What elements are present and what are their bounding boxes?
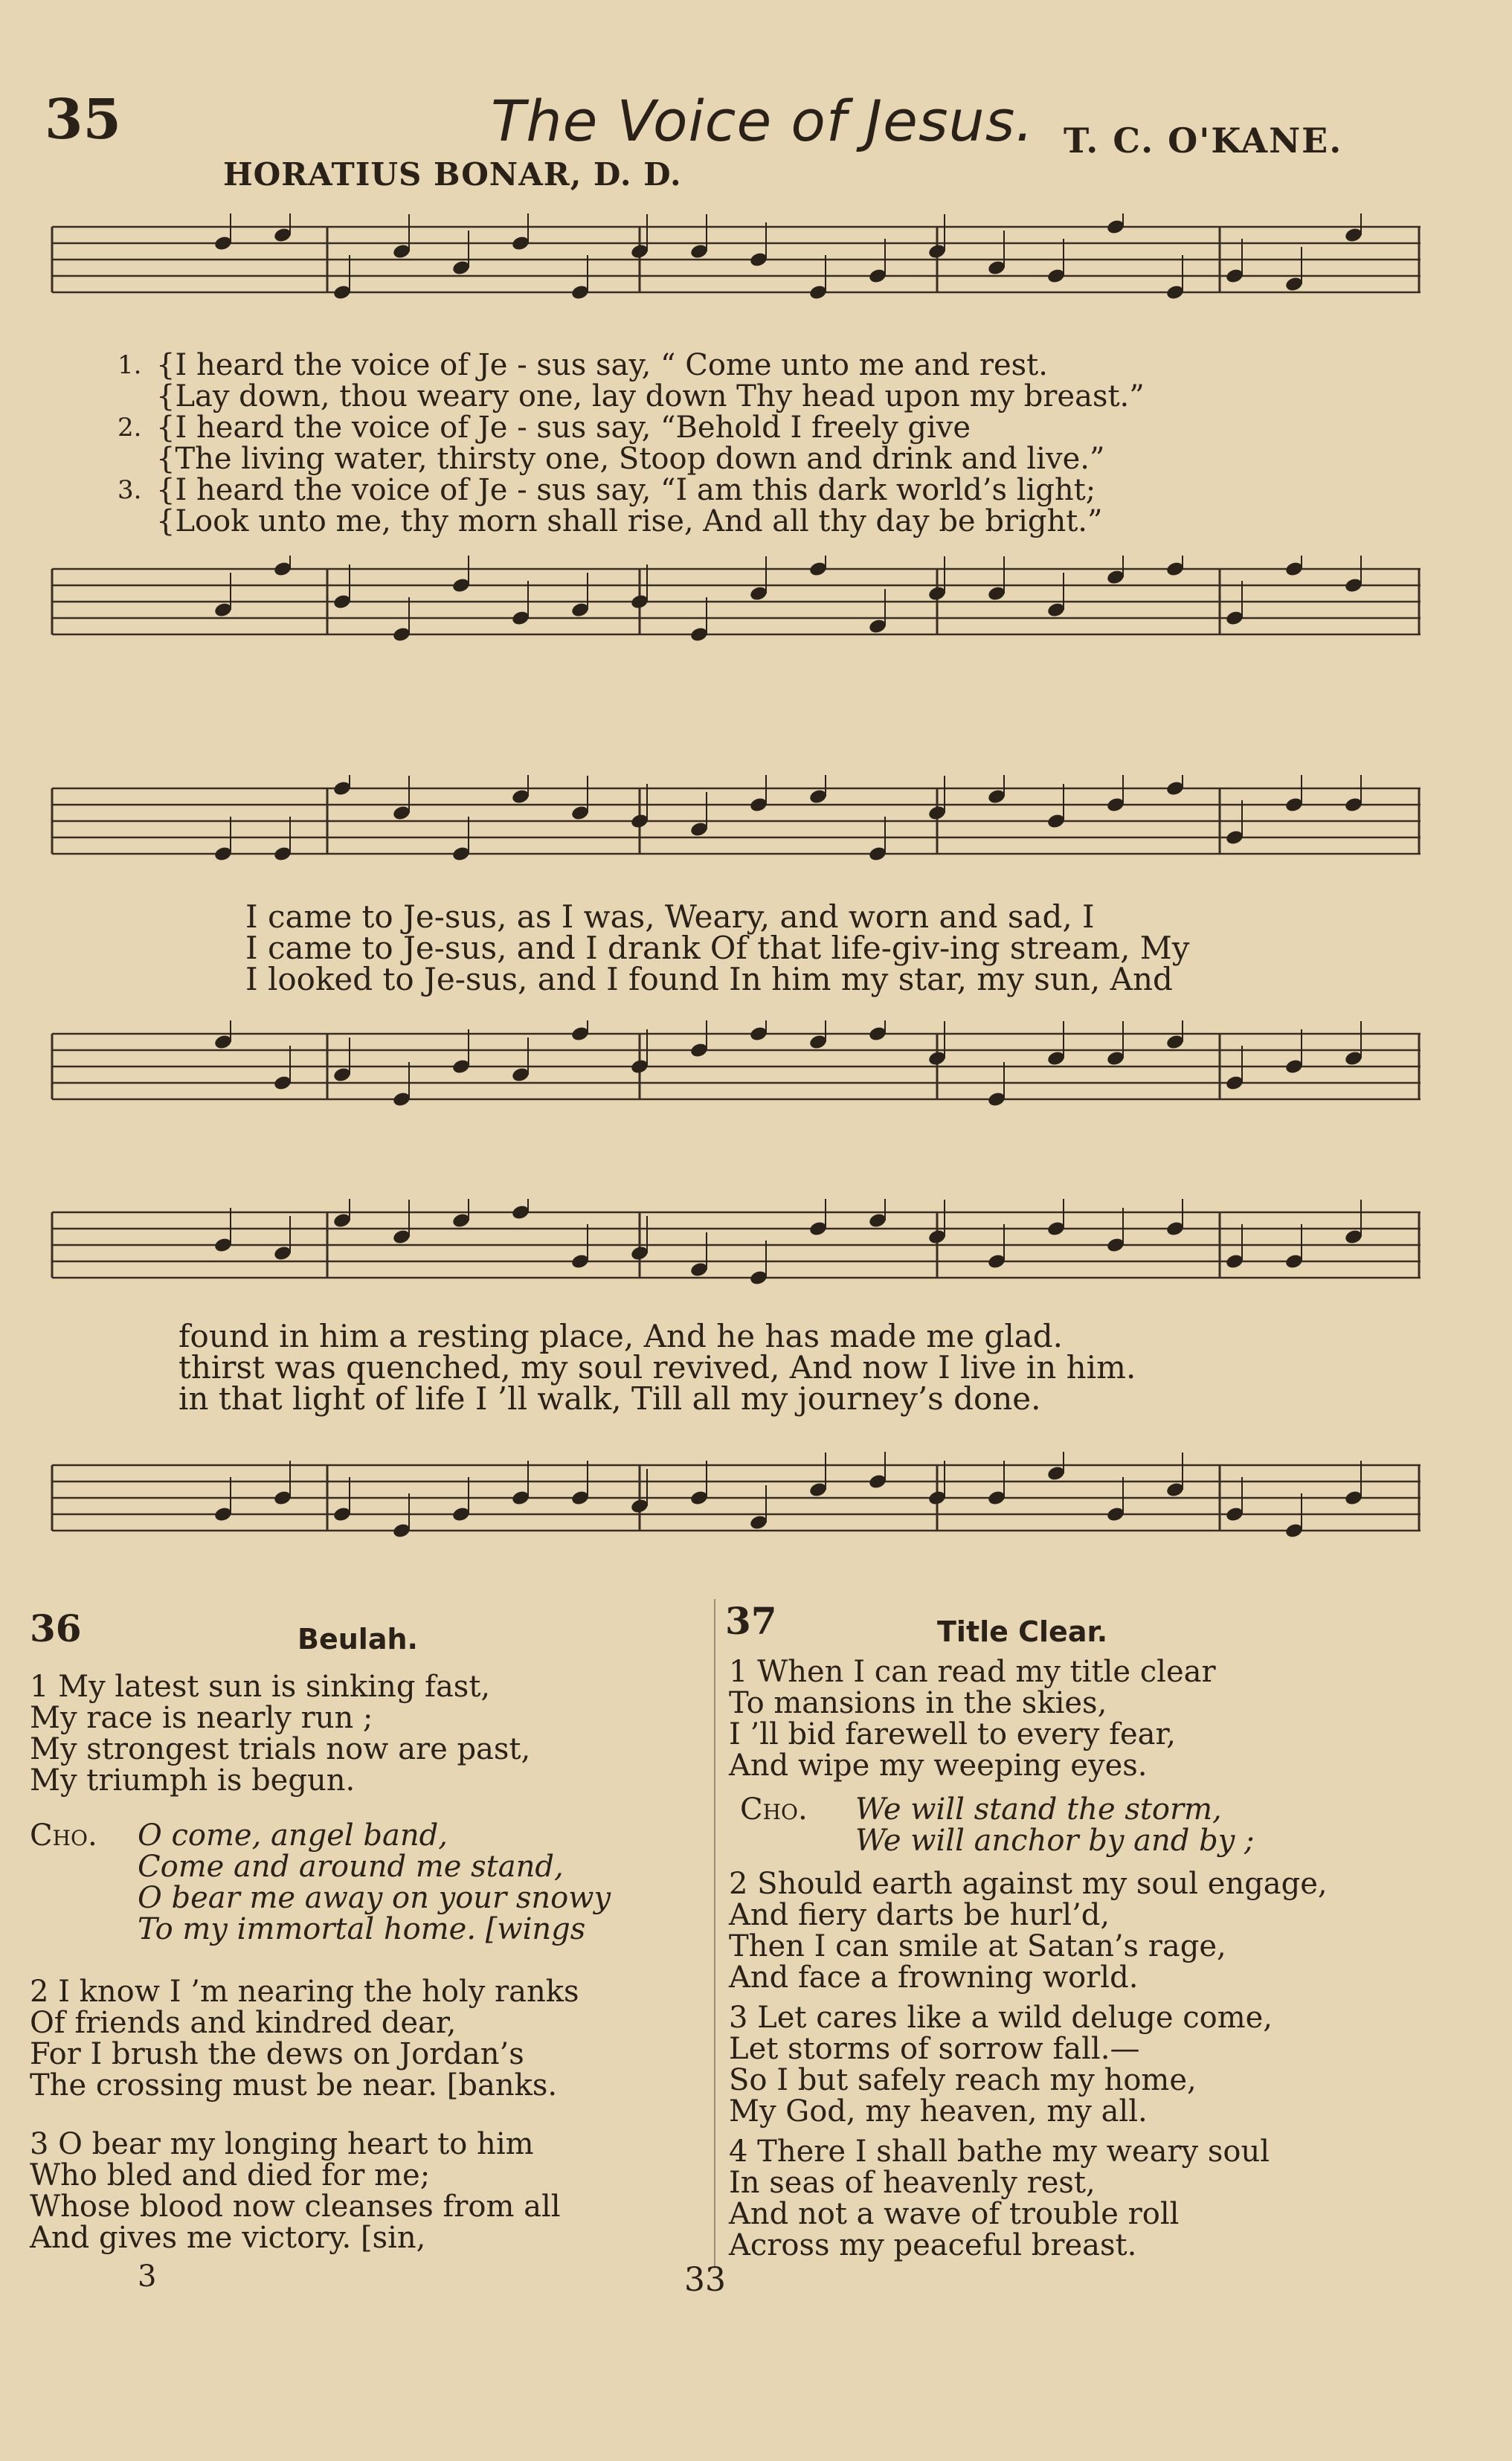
hymn-title: The Voice of Jesus. [491,88,1035,154]
h36-chorus-4: To my immortal home. [wings [138,1912,586,1946]
hymn-number: 35 [45,88,121,152]
staff-lines-treble-1 [45,212,1428,324]
lyric-middle-3: I looked to Je-sus, and I found In him my star, my sun, And [245,961,1173,997]
h36-s3-line-1: 3 O bear my longing heart to him [30,2127,534,2161]
h37-s4-line-4: Across my peaceful breast. [729,2228,1137,2262]
author: HORATIUS BONAR, D. D. [223,156,682,193]
bass-staff-1 [45,554,1428,666]
h36-s2-line-4: The crossing must be near. [banks. [30,2068,558,2103]
page-number: 33 [684,2261,726,2299]
h37-line-1: 1 When I can read my title clear [729,1655,1216,1689]
h37-s2-line-4: And face a frowning world. [729,1960,1139,1995]
h37-s4-line-2: In seas of heavenly rest, [729,2166,1096,2200]
hymn-37-title: Title Clear. [937,1615,1108,1648]
signature-mark: 3 [138,2259,157,2294]
h36-s3-line-2: Who bled and died for me; [30,2158,431,2193]
h36-line-1: 1 My latest sun is sinking fast, [30,1670,491,1704]
h37-s3-line-4: My God, my heaven, my all. [729,2094,1148,2129]
staff-lines-bass-1 [45,554,1428,666]
lyric-bottom-3: in that light of life I ’ll walk, Till all my journey’s done. [178,1380,1041,1417]
h37-line-2: To mansions in the skies, [729,1686,1107,1720]
treble-staff-1 [45,212,1428,324]
h36-line-4: My triumph is begun. [30,1763,356,1798]
bass-staff-3 [45,1450,1428,1562]
h37-chorus-1: We will stand the storm, [855,1792,1222,1827]
staff-lines-treble-2 [45,773,1428,885]
h36-chorus-1: O come, angel band, [138,1818,448,1853]
lyrics-bottom [178,1318,1136,1417]
h36-chorus-label: Cho. [30,1818,97,1853]
hymnal-page: 35 The Voice of Jesus. T. C. O'KANE. HORATIUS BONAR, D. D. 1. {I heard the voice of Je - sus say, “ Come unto me and rest. {Lay down, thou weary one, lay down Thy head upon my breast.” 2. {I heard the voice of Je - sus say, “Behold I freely give {The living water, thirsty one, Stoop down and drink and live.” 3. {I heard the voice of Je - sus say, “I am this dark world’s light; {Look unto me, thy morn shall rise, And all thy day be bright.” I came to Je-sus, as I was, Weary, and worn and sad, I I came to Je-sus, and I drank Of that life-giv-ing stream, My I looked to Je-sus, and I found In him my star, my sun, And found in him a resting place, And he has made me glad. thirst was quenched, my soul revived, And now I live in him. in that light of life I ’ll walk, Till all my journey’s done. 36 Beulah. 1 My latest sun is sinking fast, My race is nearly run ; My strongest trials now are past, My triumph is begun. Cho. O come, angel band, Come and around me stand, O bear me away on your snowy To my immortal home. [wings 2 I know I ’m nearing the holy ranks Of friends and kindred dear, For I brush the dews on Jordan’s The crossing must be near. [banks. 3 O bear my longing heart to him Who bled and died for me; Whose blood now cleanses from all And gives me victory. [sin, 37 Title Clear. 1 When I can read my title clear To mansions in the skies, I ’ll bid farewell to every fear, And wipe my weeping eyes. Cho. We will stand the storm, We will anchor by and by ; 2 Should earth against my soul engage, And fiery darts be hurl’d, Then I can smile at Satan’s rage, And face a frowning world. 3 Let cares like a wild deluge come, Let storms of sorrow fall.— So I but safely reach my home, My God, my heaven, my all. 4 There I shall bathe my weary soul In seas of heavenly rest, And not a wave of trouble roll Across my peaceful breast. 3 33 [0,0,1512,2461]
h36-line-3: My strongest trials now are past, [30,1732,531,1766]
h37-chorus-label: Cho. [740,1792,808,1827]
h37-chorus-2: We will anchor by and by ; [855,1824,1255,1858]
h37-s3-line-1: 3 Let cares like a wild deluge come, [729,2001,1273,2035]
lyric-middle-1: I came to Je-sus, as I was, Weary, and worn and sad, I [245,898,1095,935]
h37-s4-line-1: 4 There I shall bathe my weary soul [729,2135,1270,2169]
h36-s3-line-3: Whose blood now cleanses from all [30,2190,561,2224]
h37-s2-line-1: 2 Should earth against my soul engage, [729,1867,1328,1901]
lyric-middle-2: I came to Je-sus, and I drank Of that life-giv-ing stream, My [245,930,1190,966]
h37-s4-line-3: And not a wave of trouble roll [729,2197,1180,2231]
lyrics-middle [245,898,1190,997]
staff-lines-bass-2 [45,1019,1428,1130]
h37-s3-line-2: Let storms of sorrow fall.— [729,2032,1140,2066]
h36-chorus-2: Come and around me stand, [138,1850,564,1884]
h36-line-2: My race is nearly run ; [30,1701,373,1735]
hymn-36-number: 36 [30,1606,82,1650]
staff-lines-bass-3 [45,1450,1428,1562]
h36-s2-line-2: Of friends and kindred dear, [30,2006,457,2040]
h36-chorus-3: O bear me away on your snowy [138,1881,611,1915]
lyric-bottom-2: thirst was quenched, my soul revived, And now I live in him. [178,1349,1136,1386]
composer: T. C. O'KANE. [1064,120,1343,161]
staff-lines-treble-3 [45,1197,1428,1309]
lyric-bottom-1: found in him a resting place, And he has made me glad. [178,1318,1064,1354]
h37-line-4: And wipe my weeping eyes. [729,1749,1148,1783]
h37-s2-line-3: Then I can smile at Satan’s rage, [729,1929,1226,1963]
h36-s3-line-4: And gives me victory. [sin, [30,2221,426,2255]
treble-staff-3 [45,1197,1428,1309]
h37-line-3: I ’ll bid farewell to every fear, [729,1717,1176,1751]
hymn-36-title: Beulah. [297,1623,418,1656]
h37-s2-line-2: And fiery darts be hurl’d, [729,1898,1110,1932]
h36-s2-line-3: For I brush the dews on Jordan’s [30,2037,524,2071]
bass-staff-2 [45,1019,1428,1130]
h37-s3-line-3: So I but safely reach my home, [729,2063,1197,2097]
h36-s2-line-1: 2 I know I ’m nearing the holy ranks [30,1975,579,2009]
column-divider [714,1599,715,2268]
hymn-37-number: 37 [725,1599,777,1643]
treble-staff-2 [45,773,1428,885]
